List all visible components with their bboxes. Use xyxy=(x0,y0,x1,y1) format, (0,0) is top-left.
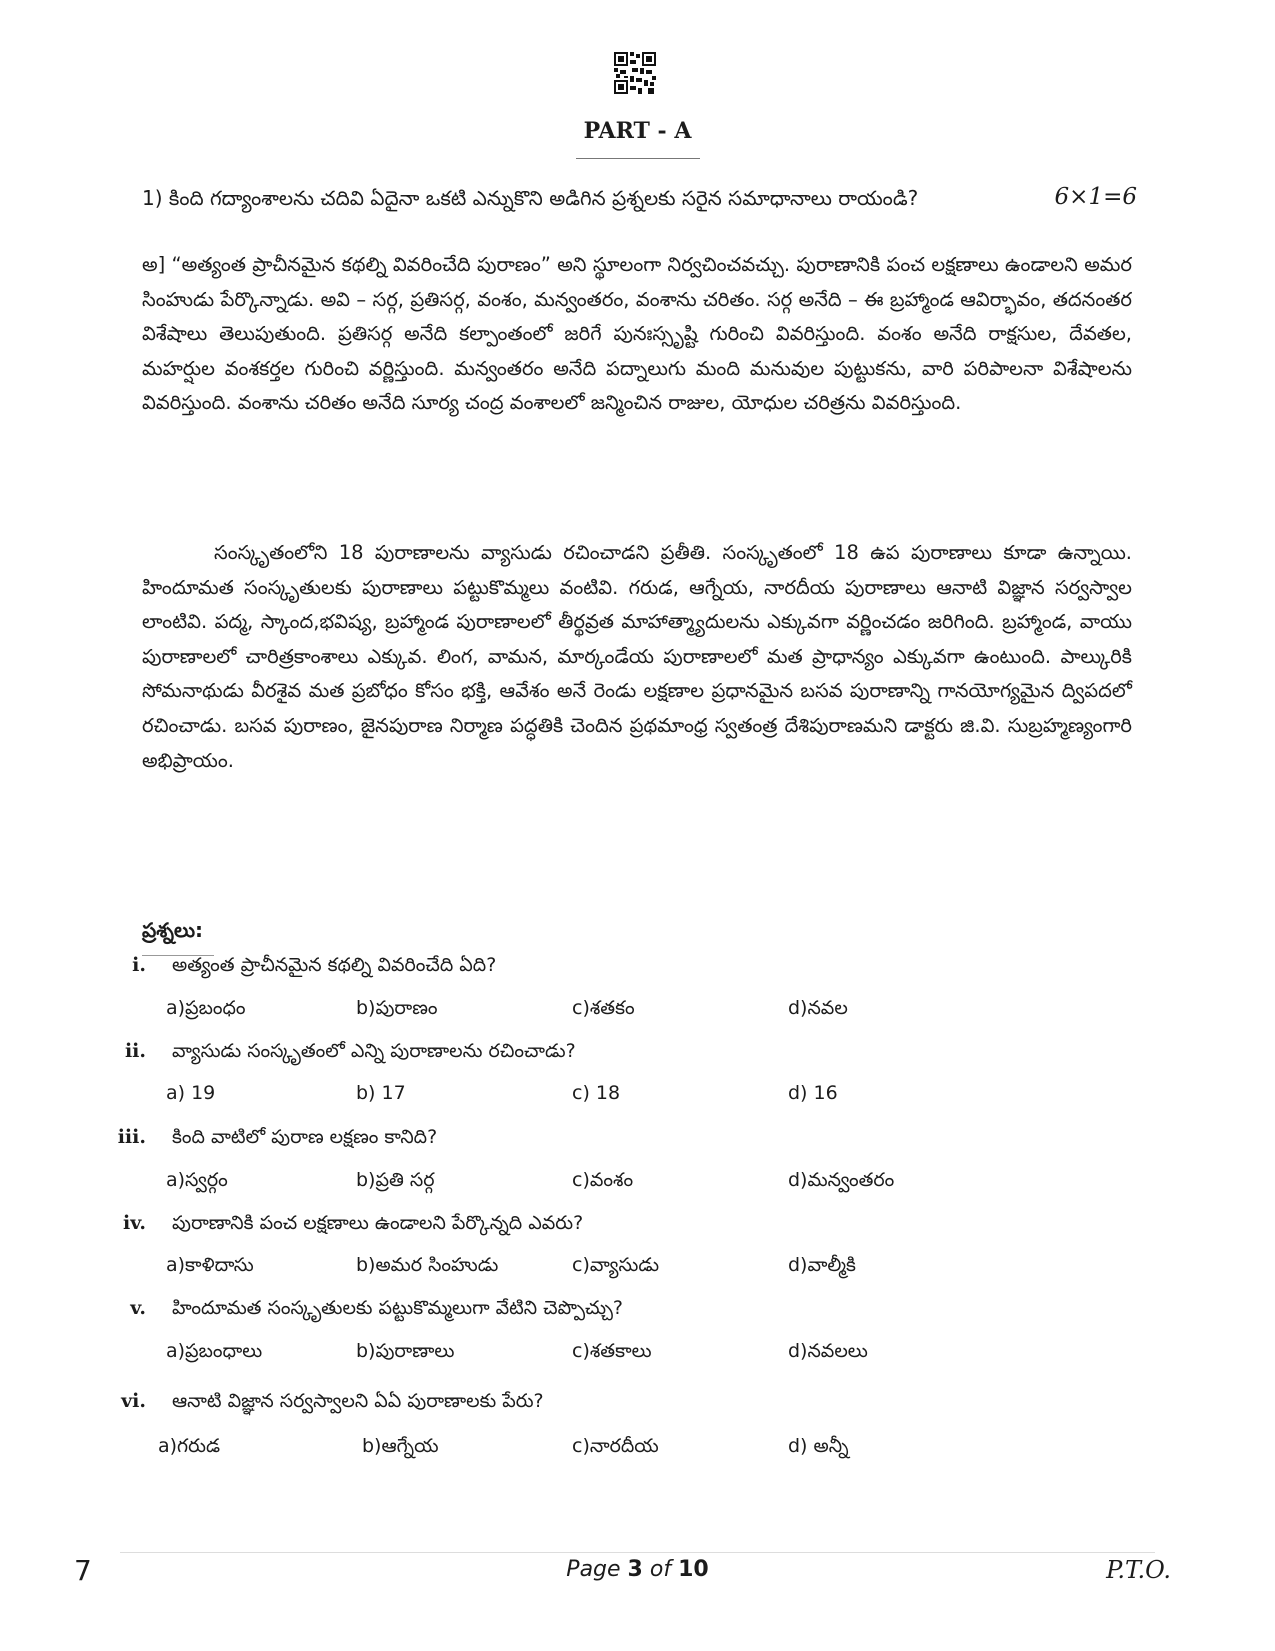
option-b: b)ప్రతి సర్గ xyxy=(356,1169,435,1191)
page-indicator xyxy=(0,1557,1275,1582)
passage-paragraph-1: అ] “అత్యంత ప్రాచీనమైన కథల్ని వివరించేది పురాణం” అని స్థూలంగా నిర్వచించవచ్చు. పురాణానికి పంచ లక్షణాలు ఉండాలని అమర సింహుడు పేర్కొన్నాడు. అవి – సర్గ, ప్రతిసర్గ, వంశం, మన్వంతరం, వంశాను చరితం. సర్గ అనేది – ఈ బ్రహ్మాండ ఆవిర్భావం, తదనంతర విశేషాలు తెలుపుతుంది. ప్రతిసర్గ అనేది కల్పాంతంలో జరిగే పునఃస్సృష్టి గురించి వివరిస్తుంది. వంశం అనేది రాక్షసుల, దేవతల, మహర్షుల వంశకర్తల గురించి వర్ణిస్తుంది. మన్వంతరం అనేది పద్నాలుగు మంది మనువుల పుట్టుకను, వారి పరిపాలనా విశేషాలను వివరిస్తుంది. వంశాను చరితం అనేది సూర్య చంద్ర వంశాలలో జన్మించిన రాజుల, యోధుల చరిత్రను వివరిస్తుంది. xyxy=(142,253,1132,415)
option-d: d)నవలలు xyxy=(788,1340,868,1362)
question-text: పురాణానికి పంచ లక్షణాలు ఉండాలని పేర్కొన్నది ఎవరు? xyxy=(172,1212,584,1234)
option-c: c)శతకం xyxy=(572,997,635,1019)
page-prefix: Page xyxy=(566,1557,628,1582)
option-c: c) 18 xyxy=(572,1082,621,1104)
option-a: a)కాళిదాసు xyxy=(166,1254,254,1276)
option-b: b)పురాణం xyxy=(356,997,438,1019)
question-number: iv. xyxy=(123,1212,146,1234)
question-number: v. xyxy=(130,1297,146,1319)
option-d: d) 16 xyxy=(788,1082,838,1104)
page-mid: of xyxy=(642,1557,679,1582)
question-number: i. xyxy=(132,954,146,976)
pto-label: P.T.O. xyxy=(1106,1556,1171,1584)
option-d: d) అన్నీ xyxy=(788,1435,849,1457)
page-current: 3 xyxy=(627,1557,643,1582)
question-instruction: 1) కింది గద్యాంశాలను చదివి ఏదైనా ఒకటి ఎన్నుకొని అడిగిన ప్రశ్నలకు సరైన సమాధానాలు రాయండి? xyxy=(142,186,919,210)
option-c: c)శతకాలు xyxy=(572,1340,652,1362)
option-a: a) 19 xyxy=(166,1082,216,1104)
option-a: a)గరుడ xyxy=(158,1435,221,1457)
question-number: ii. xyxy=(124,1040,146,1062)
option-c: c)నారదీయ xyxy=(572,1435,659,1457)
option-a: a)స్వర్గం xyxy=(166,1169,228,1191)
question-text: వ్యాసుడు సంస్కృతంలో ఎన్ని పురాణాలను రచించాడు? xyxy=(172,1040,576,1062)
question-number: iii. xyxy=(117,1126,146,1148)
option-a: a)ప్రబంధం xyxy=(166,997,246,1019)
part-title-underline xyxy=(576,158,700,159)
option-b: b) 17 xyxy=(356,1082,406,1104)
footer-left-number: 7 xyxy=(74,1554,92,1587)
question-text: హిందూమత సంస్కృతులకు పట్టుకొమ్మలుగా వేటిని చెప్పొచ్చు? xyxy=(172,1297,624,1319)
qr-code-icon xyxy=(614,52,656,94)
footer-divider xyxy=(120,1552,1155,1553)
question-text: ఆనాటి విజ్ఞాన సర్వస్వాలని ఏఏ పురాణాలకు పేరు? xyxy=(172,1390,544,1412)
part-title: PART - A xyxy=(583,118,692,144)
question-text: అత్యంత ప్రాచీనమైన కథల్ని వివరించేది ఏది? xyxy=(172,954,497,976)
question-number: vi. xyxy=(121,1390,146,1412)
option-c: c)వంశం xyxy=(572,1169,634,1191)
option-a: a)ప్రబంధాలు xyxy=(166,1340,263,1362)
option-d: d)మన్వంతరం xyxy=(788,1169,895,1191)
option-c: c)వ్యాసుడు xyxy=(572,1254,660,1276)
marks-label: 6×1=6 xyxy=(1054,184,1137,210)
question-text: కింది వాటిలో పురాణ లక్షణం కానిది? xyxy=(172,1126,438,1148)
questions-heading: ప్రశ్నలు: xyxy=(142,918,204,942)
option-d: d)నవల xyxy=(788,997,848,1019)
option-b: b)ఆగ్నేయ xyxy=(362,1435,439,1457)
option-b: b)పురాణాలు xyxy=(356,1340,455,1362)
passage-paragraph-2: సంస్కృతంలోని 18 పురాణాలను వ్యాసుడు రచించాడని ప్రతీతి. సంస్కృతంలో 18 ఉప పురాణాలు కూడా ఉన్నాయి. హిందూమత సంస్కృతులకు పురాణాలు పట్టుకొమ్మలు వంటివి. గరుడ, ఆగ్నేయ, నారదీయ పురాణాలు ఆనాటి విజ్ఞాన సర్వస్వాల లాంటివి. పద్మ, స్కాంద,భవిష్య, బ్రహ్మాండ పురాణాలలో తీర్థవ్రత మాహాత్మ్యాదులను ఎక్కువగా వర్ణించడం జరిగింది. బ్రహ్మాండ, వాయు పురాణాలలో చారిత్రకాంశాలు ఎక్కువ. లింగ, వామన, మార్కండేయ పురాణాలలో మత ప్రాధాన్యం ఎక్కువగా ఉంటుంది. పాల్కురికి సోమనాథుడు వీరశైవ మత ప్రబోధం కోసం భక్తి, ఆవేశం అనే రెండు లక్షణాల ప్రధానమైన బసవ పురాణాన్ని గానయోగ్యమైన ద్విపదలో రచించాడు. బసవ పురాణం, జైనపురాణ నిర్మాణ పద్ధతికి చెందిన ప్రథమాంధ్ర స్వతంత్ర దేశిపురాణమని డాక్టరు జి.వి. సుబ్రహ్మణ్యంగారి అభిప్రాయం. xyxy=(142,541,1132,772)
option-d: d)వాల్మీకి xyxy=(788,1254,856,1276)
page-total: 10 xyxy=(678,1557,709,1582)
option-b: b)అమర సింహుడు xyxy=(356,1254,499,1276)
